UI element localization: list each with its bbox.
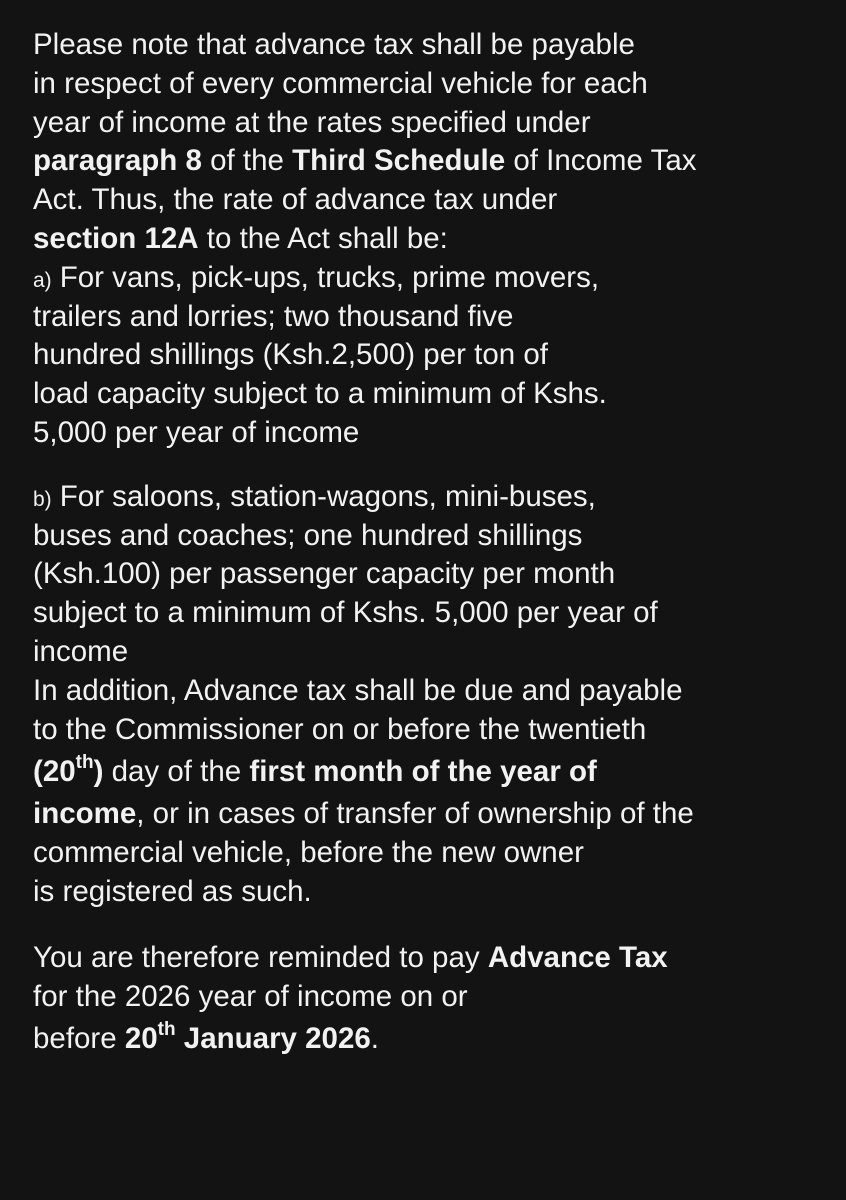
text: For saloons, station-wagons, mini-buses, [59,479,596,513]
paragraph-gap [33,912,823,939]
text: For vans, pick-ups, trucks, prime movers, [59,260,600,294]
tail-line: commercial vehicle, before the new owner [33,836,584,870]
reminder-line [33,939,823,978]
intro-line: Please note that advance tax shall be payable [33,28,635,61]
item-b-marker: b) [33,487,52,511]
text: of the [201,144,293,178]
item-b-line: subject to a minimum of Kshs. 5,000 per year of [33,596,658,630]
addition-line: to the Commissioner on or before the twentieth [33,712,647,746]
schedule-ref: Third Schedule [292,144,506,178]
intro-line: year of income at the rates specified under [33,105,591,139]
deadline-day: 20 [124,1022,158,1056]
schedule-line [33,142,823,181]
advance-tax-notice [33,26,823,1062]
text: before [33,1022,125,1056]
due-day-line [33,749,823,795]
text: You are therefore reminded to pay [33,940,488,974]
day-close: ) [93,755,104,789]
item-a-marker: a) [33,268,52,292]
item-a-line [33,259,823,298]
section-ref: section 12A [33,221,199,255]
income-word: income [33,797,137,831]
act-line: Act. Thus, the rate of advance tax under [33,183,558,217]
text: day of the [103,755,250,789]
day-number: (20 [33,755,76,789]
income-line [33,795,823,834]
first-month-phrase: first month of the year of [249,755,597,789]
reminder-line: for the 2026 year of income on or [33,979,468,1013]
intro-line: in respect of every commercial vehicle for each [33,66,648,100]
item-b-line [33,478,823,517]
item-a-line: trailers and lorries; two thousand five [33,299,514,333]
advance-tax-phrase: Advance Tax [487,940,668,974]
item-b-line: buses and coaches; one hundred shillings [33,518,583,552]
item-b-line: (Ksh.100) per passenger capacity per month [33,557,616,591]
text: . [370,1022,379,1056]
text: of Income Tax [505,144,697,178]
deadline-suffix: th [157,1019,176,1041]
item-a-line: load capacity subject to a minimum of Kshs. [33,377,607,411]
deadline-date: January 2026 [175,1022,371,1056]
deadline-line [33,1016,823,1062]
text: to the Act shall be: [198,221,448,255]
item-b-line: income [33,634,129,668]
text: , or in cases of transfer of ownership of the [136,797,694,831]
item-a-line: hundred shillings (Ksh.2,500) per ton of [33,338,548,372]
paragraph-ref: paragraph 8 [33,144,202,178]
day-suffix: th [75,752,94,774]
tail-line: is registered as such. [33,874,312,908]
item-a-line: 5,000 per year of income [33,415,360,449]
paragraph-gap [33,453,823,478]
section-line [33,220,823,259]
addition-line: In addition, Advance tax shall be due and payable [33,673,683,707]
